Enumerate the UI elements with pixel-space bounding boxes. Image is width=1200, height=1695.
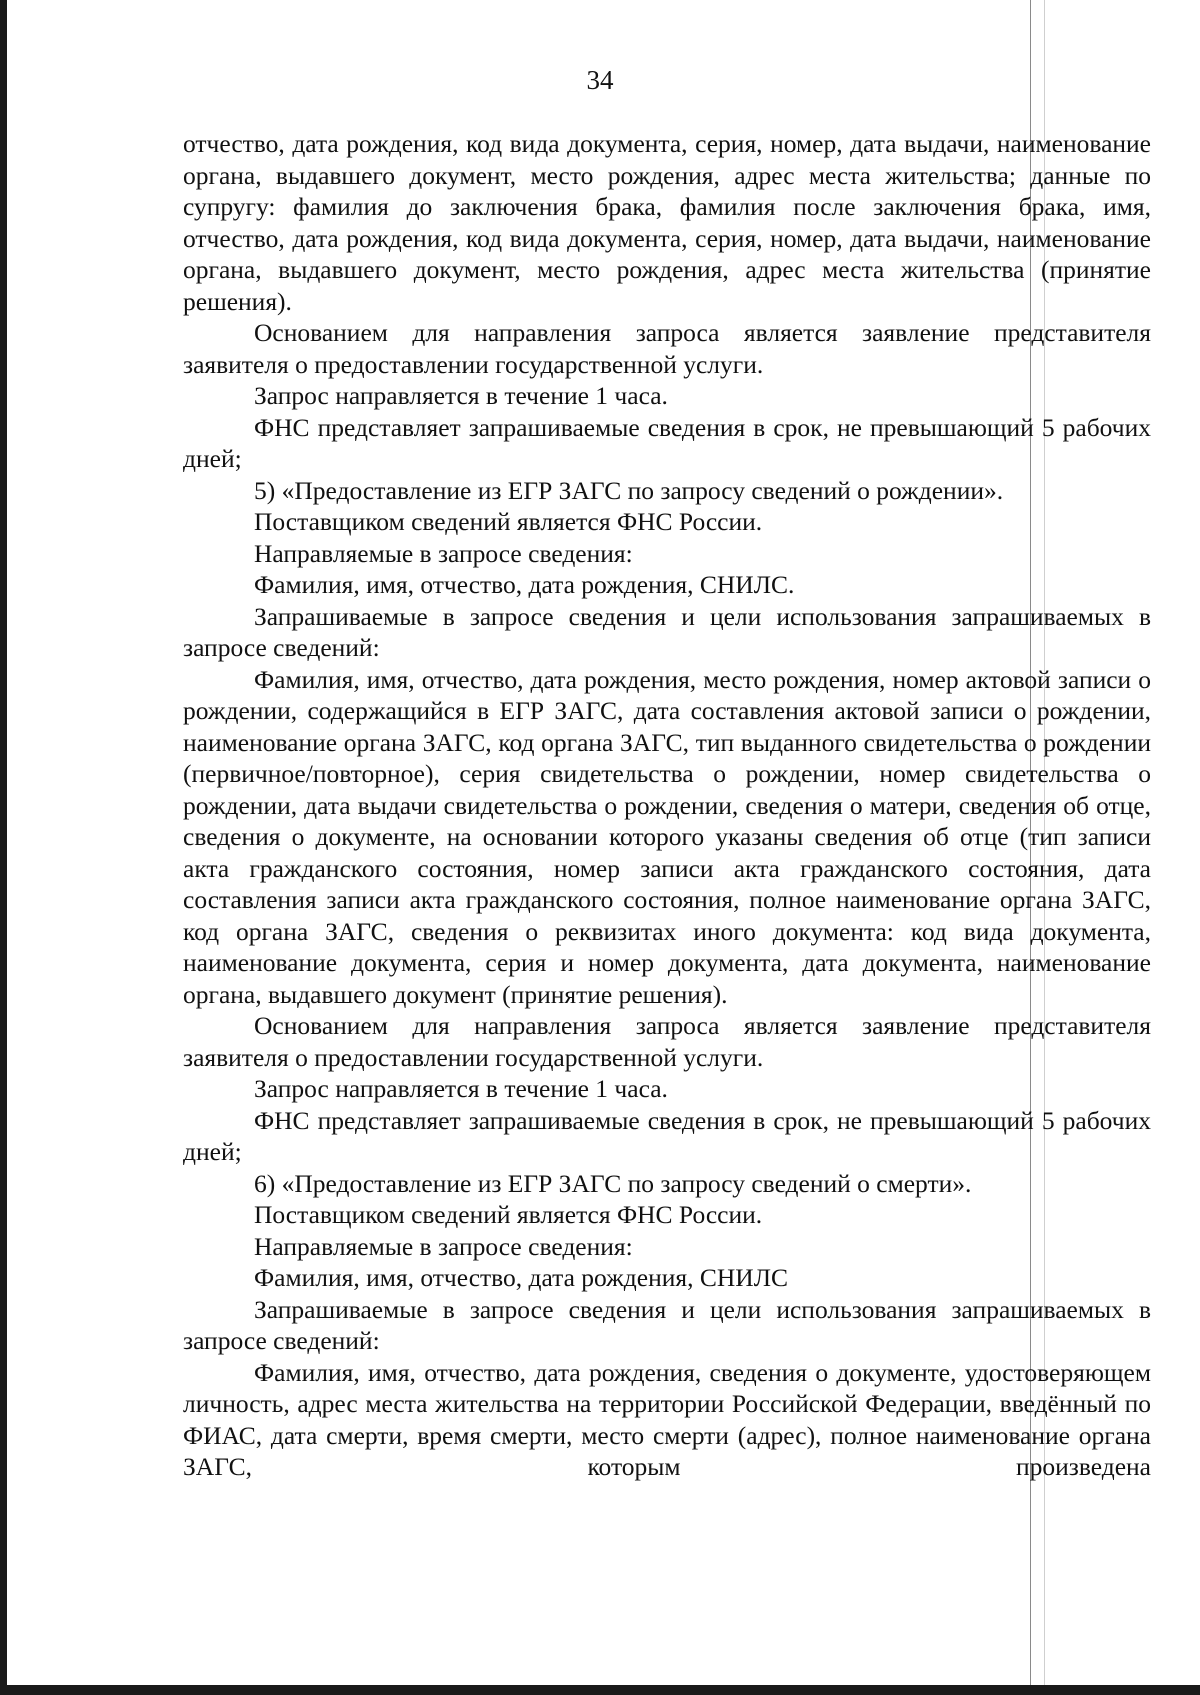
paragraph-continuation: отчество, дата рождения, код вида документа, серия, номер, дата выдачи, наименование органа, выдавшего документ, место рождения, адрес места жительства; данные по супругу: фамилия до заключения брака, фамилия после заключения брака, имя, отчество, дата рождения, код вида документа, серия, номер, дата выдачи, наименование органа, выдавшего документ, место рождения, адрес места жительства (принятие решения). xyxy=(183,129,1151,316)
scan-edge-left xyxy=(0,0,7,1695)
paragraph-deadline-5: ФНС представляет запрашиваемые сведения в срок, не превышающий 5 рабочих дней; xyxy=(183,412,1151,473)
paragraph-sent-info-5: Направляемые в запросе сведения: xyxy=(254,538,633,568)
paragraph-requested-fields-6: Фамилия, имя, отчество, дата рождения, сведения о документе, удостоверяющем личность, адрес места жительства на территории Российской Федерации, введённый по ФИАС, дата смерти, время смерти, место смерти (адрес), полное наименование органа ЗАГС, которым произведена xyxy=(183,1357,1151,1481)
paragraph-item-5-title: 5) «Предоставление из ЕГР ЗАГС по запросу сведений о рождении». xyxy=(254,475,1004,505)
paragraph-sent-fields-6: Фамилия, имя, отчество, дата рождения, СНИЛС xyxy=(254,1263,788,1292)
paragraph-sent-fields-5: Фамилия, имя, отчество, дата рождения, СНИЛС. xyxy=(254,570,795,599)
paragraph-basis-6: Основанием для направления запроса является заявление представителя заявителя о предоставлении государственной услуги. xyxy=(183,1011,1151,1072)
paragraph-sent-info-6: Направляемые в запросе сведения: xyxy=(254,1231,633,1261)
paragraph-timing-6: Запрос направляется в течение 1 часа. xyxy=(254,1074,668,1103)
paragraph-timing-5: Запрос направляется в течение 1 часа. xyxy=(254,381,668,410)
paragraph-requested-info-6: Запрашиваемые в запросе сведения и цели использования запрашиваемых в запросе сведений: xyxy=(183,1294,1151,1355)
paragraph-requested-fields-5: Фамилия, имя, отчество, дата рождения, место рождения, номер актовой записи о рождении, содержащийся в ЕГР ЗАГС, дата составления актовой записи о рождении, наименование органа ЗАГС, код органа ЗАГС, тип выданного свидетельства о рождении (первичное/повторное), серия свидетельства о рождении, номер свидетельства о рождении, дата выдачи свидетельства о рождении, сведения о матери, сведения об отце, сведения о документе, на основании которого указаны сведения об отце (тип записи акта гражданского состояния, номер записи акта гражданского состояния, дата составления записи акта гражданского состояния, полное наименование органа ЗАГС, код органа ЗАГС, сведения о реквизитах иного документа: код вида документа, наименование документа, серия и номер документа, дата документа, наименование органа, выдавшего документ (принятие решения). xyxy=(183,664,1151,1009)
paragraph-deadline-6: ФНС представляет запрашиваемые сведения в срок, не превышающий 5 рабочих дней; xyxy=(183,1105,1151,1166)
paragraph-requested-info-5: Запрашиваемые в запросе сведения и цели использования запрашиваемых в запросе сведений: xyxy=(183,601,1151,662)
paragraph-provider-6: Поставщиком сведений является ФНС России. xyxy=(254,1200,763,1229)
paragraph-item-6-title: 6) «Предоставление из ЕГР ЗАГС по запросу сведений о смерти». xyxy=(254,1168,972,1198)
document-body xyxy=(183,128,1151,1483)
paragraph-basis-5: Основанием для направления запроса является заявление представителя заявителя о предоставлении государственной услуги. xyxy=(183,318,1151,379)
scan-edge-bottom xyxy=(0,1685,1200,1695)
page-number: 34 xyxy=(586,65,614,95)
paragraph-provider-5: Поставщиком сведений является ФНС России. xyxy=(254,507,763,536)
